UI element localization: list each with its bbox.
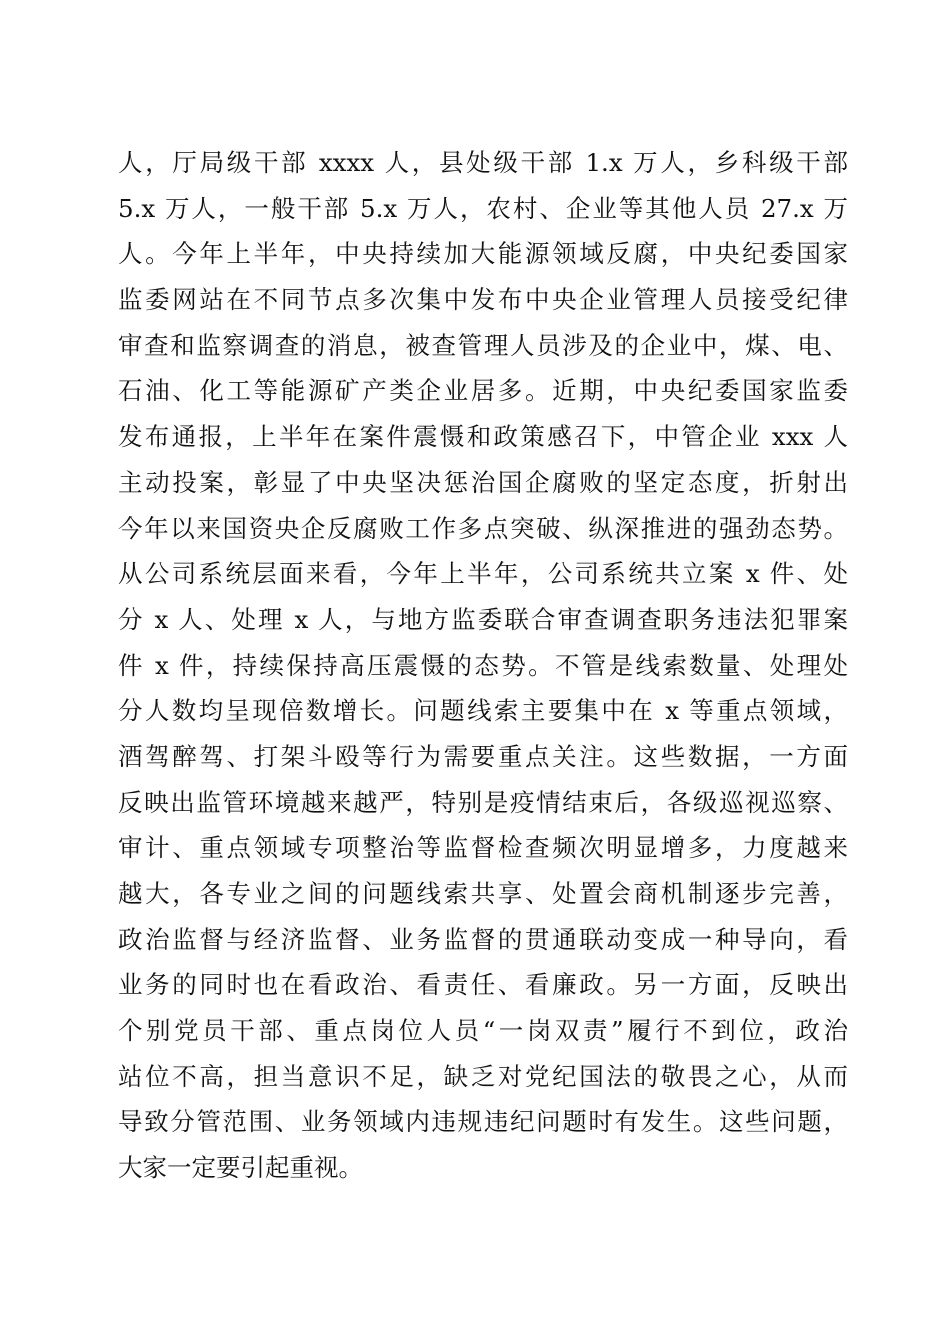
text-line-6: 石油、化工等能源矿产类企业居多。近期，中央纪委国家监委 — [118, 376, 848, 406]
text-line-8: 主动投案，彰显了中央坚决惩治国企腐败的坚定态度，折射出 — [118, 467, 848, 497]
text-line-22: 导致分管范围、业务领域内违规违纪问题时有发生。这些问题， — [118, 1107, 848, 1137]
text-line-17: 越大，各专业之间的问题线索共享、处置会商机制逐步完善， — [118, 879, 848, 908]
text-line-5: 审查和监察调查的消息，被查管理人员涉及的企业中，煤、电、 — [118, 330, 848, 360]
text-line-13: 分人数均呈现倍数增长。问题线索主要集中在 x 等重点领域， — [118, 696, 848, 726]
text-line-10: 从公司系统层面来看，今年上半年，公司系统共立案 x 件、处 — [118, 559, 848, 589]
body-paragraph — [118, 140, 848, 1191]
text-line-3: 人。今年上半年，中央持续加大能源领域反腐，中央纪委国家 — [118, 239, 848, 269]
text-line-20: 个别党员干部、重点岗位人员“一岗双责”履行不到位，政治 — [118, 1016, 848, 1046]
text-line-2: 5.x 万人，一般干部 5.x 万人，农村、企业等其他人员 27.x 万 — [118, 193, 848, 223]
text-line-1: 人，厅局级干部 xxxx 人，县处级干部 1.x 万人，乡科级干部 — [118, 148, 848, 177]
text-line-18: 政治监督与经济监督、业务监督的贯通联动变成一种导向，看 — [118, 924, 848, 954]
text-line-15: 反映出监管环境越来越严，特别是疫情结束后，各级巡视巡察、 — [118, 787, 848, 817]
text-line-19: 业务的同时也在看政治、看责任、看廉政。另一方面，反映出 — [118, 970, 848, 1000]
text-line-11: 分 x 人、处理 x 人，与地方监委联合审查调查职务违法犯罪案 — [118, 604, 848, 634]
text-line-16: 审计、重点领域专项整治等监督检查频次明显增多，力度越来 — [118, 833, 848, 863]
text-line-14: 酒驾醉驾、打架斗殴等行为需要重点关注。这些数据，一方面 — [118, 741, 848, 771]
text-line-4: 监委网站在不同节点多次集中发布中央企业管理人员接受纪律 — [118, 285, 848, 315]
text-line-7: 发布通报，上半年在案件震慑和政策感召下，中管企业 xxx 人 — [118, 422, 848, 452]
text-line-21: 站位不高，担当意识不足，缺乏对党纪国法的敬畏之心，从而 — [118, 1061, 848, 1091]
text-line-23: 大家一定要引起重视。 — [118, 1153, 363, 1183]
text-line-12: 件 x 件，持续保持高压震慑的态势。不管是线索数量、处理处 — [118, 650, 848, 680]
text-line-9: 今年以来国资央企反腐败工作多点突破、纵深推进的强劲态势。 — [118, 513, 848, 543]
